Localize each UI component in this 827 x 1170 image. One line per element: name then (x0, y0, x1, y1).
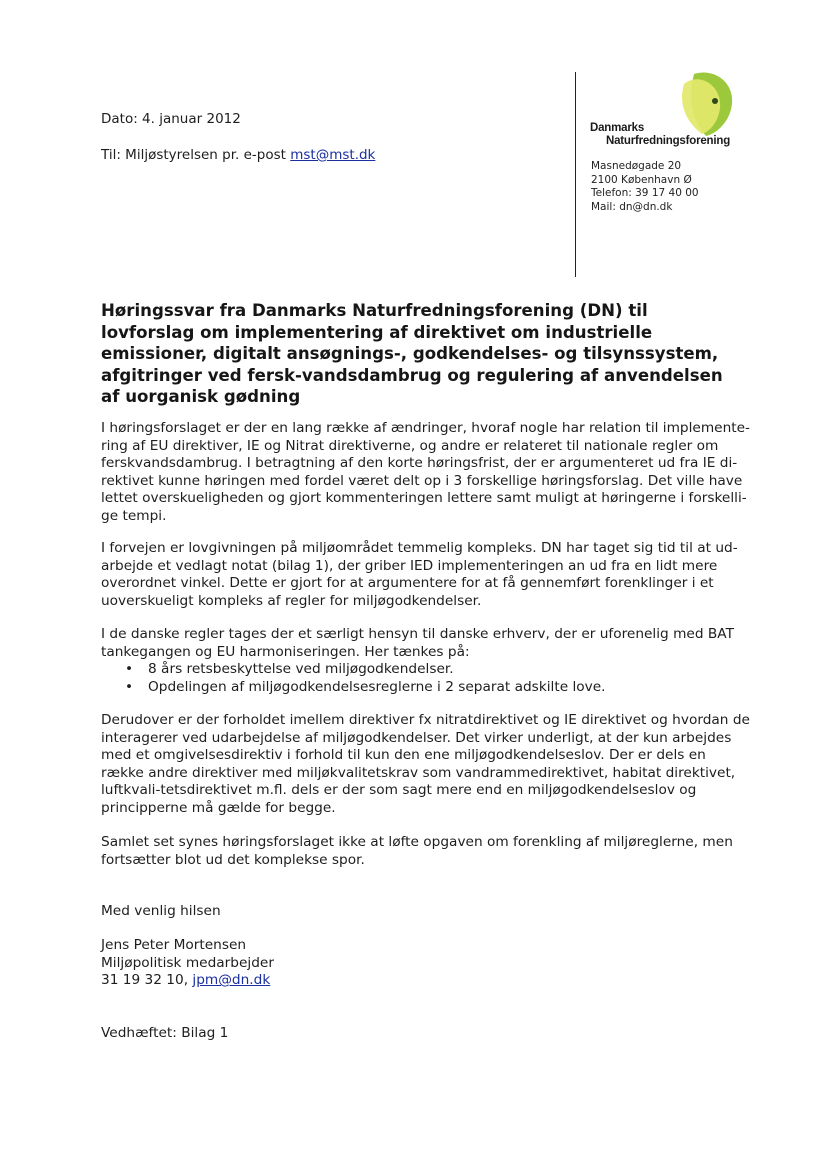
bullet-dot-icon: • (125, 661, 134, 678)
list-item (101, 679, 751, 697)
address-phone: Telefon: 39 17 40 00 (591, 187, 699, 200)
signature-name: Jens Peter Mortensen (101, 937, 247, 953)
attachment-note: Vedhæftet: Bilag 1 (101, 1025, 229, 1041)
address-city: 2100 København Ø (591, 173, 692, 186)
bullet-dot-icon: • (125, 678, 134, 695)
org-logo-text (590, 122, 730, 148)
list-item (101, 661, 751, 679)
recipient-line (101, 146, 375, 164)
signature-email-link[interactable]: jpm@dn.dk (192, 972, 271, 989)
bullet-list (101, 661, 751, 696)
address-street: Masnedøgade 20 (591, 160, 682, 172)
body-paragraph-3-text: I de danske regler tages der et særligt hensyn til danske erhverv, der er uforenelig med BAT tankegangen og EU harmoniseringen. Her tænkes på: (101, 626, 734, 660)
document-title: Høringssvar fra Danmarks Naturfredningsforening (DN) til lovforslag om implementering af direktivet om industrielle emissioner, digitalt ansøgnings-, godkendelses- og tilsynssystem, afgitringer ved fersk-vandsdambrug og regulering af anvendelsen af uorganisk gødning (101, 301, 723, 406)
signature-phone: 31 19 32 10, (101, 972, 193, 989)
recipient-email-link[interactable]: mst@mst.dk (290, 147, 376, 163)
logo-line-2: Naturfredningsforening (606, 135, 731, 147)
org-address (591, 160, 699, 214)
logo-line-1: Danmarks (590, 122, 645, 134)
signature-role: Miljøpolitisk medarbejder (101, 954, 274, 971)
bullet-text: Opdelingen af miljøgodkendelsesreglerne i 2 separat adskilte love. (148, 678, 606, 695)
body-paragraph-2: I forvejen er lovgivningen på miljøområdet temmelig kompleks. DN har taget sig tid til at ud-arbejde et vedlagt notat (bilag 1), der griber IED implementeringen an ud fra en lidt mere overordnet vinkel. Dette er gjort for at argumentere for at få gennemført forenklinger i et uoverskueligt kompleks af regler for miljøgodkendelser. (101, 540, 738, 609)
date-line: Dato: 4. januar 2012 (101, 111, 241, 127)
body-paragraph-3 (101, 626, 751, 696)
body-paragraph-1: I høringsforslaget er der en lang række af ændringer, hvoraf nogle har relation til implemente-ring af EU direktiver, IE og Nitrat direktiverne, og andre er relateret til nationale regler om ferskvandsdambrug. I betragtning af den korte høringsfrist, der er argumenteret ud fra IE di-rektivet kunne høringen med fordel været delt op i 3 forskellige høringsforslag. Det ville have lettet overskueligheden og gjort kommenteringen lettere samt muligt at høringerne i forskelli-ge tempi. (101, 420, 750, 524)
address-mail: Mail: dn@dn.dk (591, 200, 673, 213)
recipient-label: Til: Miljøstyrelsen pr. e-post (101, 147, 291, 163)
signature-block (101, 937, 274, 990)
closing-line: Med venlig hilsen (101, 903, 221, 919)
body-paragraph-5: Samlet set synes høringsforslaget ikke at løfte opgaven om forenkling af miljøreglerne, men fortsætter blot ud det komplekse spor. (101, 834, 733, 868)
signature-contact (101, 972, 274, 990)
body-paragraph-4: Derudover er der forholdet imellem direktiver fx nitratdirektivet og IE direktivet og hvordan de interagerer ved udarbejdelse af miljøgodkendelser. Det virker underligt, at der kun arbejdes med et omgivelsesdirektiv i forhold til kun den ene miljøgodkendelseslov. Der er dels en række andre direktiver med miljøkvalitetskrav som vandrammedirektivet, habitat direktivet, luftkvali-tetsdirektivet m.fl. dels er der som sagt mere end en miljøgodkendelseslov og principperne må gælde for begge. (101, 712, 750, 816)
bullet-text: 8 års retsbeskyttelse ved miljøgodkendelser. (148, 661, 454, 678)
header-divider (575, 72, 576, 277)
